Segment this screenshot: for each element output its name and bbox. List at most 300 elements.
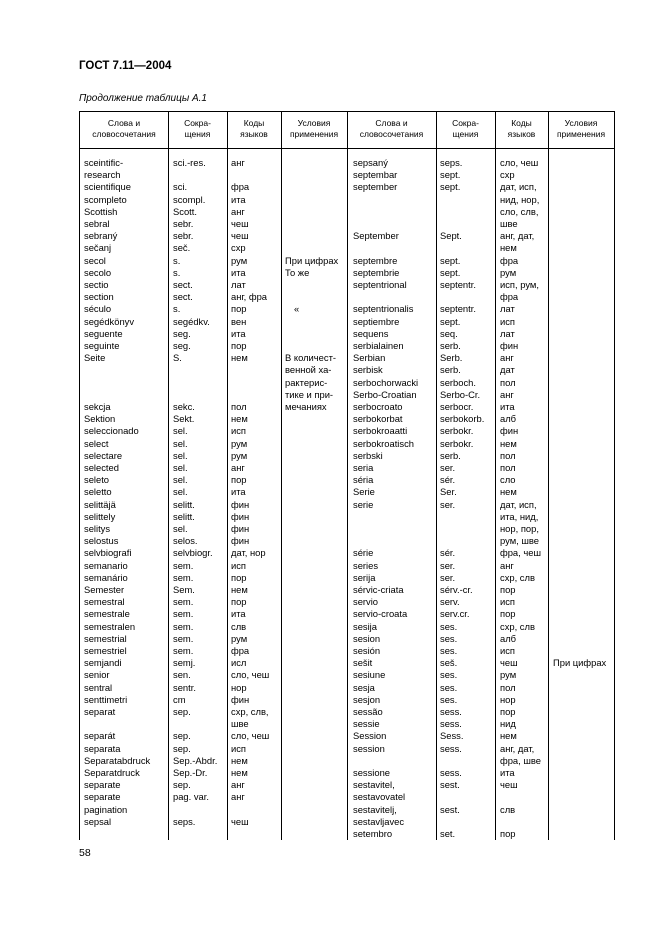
abbreviation-cell: s. — [173, 254, 181, 266]
abbreviation-cell: seq. — [440, 327, 458, 339]
word-cell: septentrional — [353, 279, 407, 290]
word-cell: pagination — [84, 803, 128, 815]
language-code-cell: нем — [500, 242, 517, 254]
language-code-cell: шве — [231, 718, 249, 730]
word-cell: selvbiografi — [84, 547, 132, 559]
abbreviation-cell: sebr. — [173, 218, 194, 229]
condition-cell: мечаниях — [285, 401, 327, 412]
language-code-cell: ита — [500, 401, 515, 412]
abbreviation-cell: ses. — [440, 669, 458, 681]
word-cell: separat — [84, 706, 116, 717]
word-cell: sešit — [353, 657, 373, 669]
word-cell: sekcja — [84, 401, 111, 412]
abbreviation-cell: segédkv. — [173, 315, 210, 327]
word-cell: sesija — [353, 620, 377, 632]
abbreviation-cell: sept. — [440, 266, 461, 278]
language-code-cell: чеш — [231, 815, 249, 827]
word-cell: serbisk — [353, 364, 383, 376]
word-cell: seleto — [84, 474, 110, 486]
word-cell: semjandi — [84, 657, 122, 669]
language-code-cell: фра, шве — [500, 754, 541, 766]
abbreviation-cell: seg. — [173, 340, 191, 351]
abbreviation-cell: Sep.-Abdr. — [173, 754, 218, 766]
language-code-cell: фра — [500, 254, 519, 266]
language-code-cell: фин — [500, 425, 519, 437]
word-cell: Serie — [353, 486, 375, 498]
table-caption: Продолжение таблицы А.1 — [79, 93, 207, 104]
word-cell: seletto — [84, 486, 112, 498]
abbreviation-cell: sel. — [173, 462, 188, 473]
abbreviation-cell: Scott. — [173, 205, 197, 217]
word-cell: separát — [84, 730, 116, 742]
language-code-cell: рум — [231, 437, 248, 449]
word-cell: sepsaný — [353, 157, 388, 168]
abbreviation-cell: septentr. — [440, 303, 476, 315]
abbreviation-cell: Sekt. — [173, 413, 195, 425]
language-code-cell: схр, слв, — [231, 706, 269, 717]
word-cell: sesion — [353, 632, 381, 644]
abbreviation-cell: serb. — [440, 364, 461, 376]
abbreviation-cell: ses. — [440, 693, 458, 705]
language-code-cell: нид, нор, — [500, 193, 540, 205]
word-cell: septembre — [353, 254, 398, 266]
abbreviation-cell: selos. — [173, 535, 198, 547]
language-code-cell: сло, слв, — [500, 205, 539, 217]
word-cell: separata — [84, 742, 121, 754]
abbreviation-cell: ses. — [440, 645, 458, 656]
header-codes-right: Коды языков — [507, 118, 536, 139]
language-code-cell: анг, фра — [231, 291, 268, 303]
word-cell: semanario — [84, 559, 128, 571]
abbreviation-cell: sekc. — [173, 401, 195, 412]
abbreviation-cell: Sess. — [440, 730, 464, 742]
language-code-cell: исп — [231, 425, 247, 437]
word-cell: série — [353, 547, 374, 559]
abbreviation-cell: seš. — [440, 657, 458, 669]
language-code-cell: ита — [231, 608, 246, 620]
abbreviations-table — [79, 111, 615, 840]
word-cell: serbochorwacki — [353, 376, 419, 388]
language-code-cell: пол — [500, 449, 516, 461]
word-cell: sepsal — [84, 815, 112, 827]
language-code-cell: пор — [231, 474, 247, 486]
document-title: ГОСТ 7.11—2004 — [79, 60, 172, 72]
abbreviation-cell: sérv.-cr. — [440, 584, 473, 595]
abbreviation-cell: ses. — [440, 681, 458, 693]
abbreviation-cell: selvbiogr. — [173, 547, 213, 559]
abbreviation-cell: sér. — [440, 474, 456, 486]
abbreviation-cell: sep. — [173, 742, 191, 754]
language-code-cell: дат, исп, — [500, 181, 537, 193]
language-code-cell: анг — [500, 352, 514, 364]
word-cell: Seite — [84, 352, 106, 364]
language-code-cell: нем — [500, 486, 517, 498]
language-code-cell: анг, дат, — [500, 230, 535, 242]
word-cell: seleccionado — [84, 425, 139, 437]
abbreviation-cell: sect. — [173, 279, 193, 290]
abbreviation-cell: sci.-res. — [173, 157, 206, 168]
abbreviation-cell: serbokorb. — [440, 413, 485, 425]
word-cell: research — [84, 169, 121, 181]
language-code-cell: дат, нор — [231, 547, 266, 559]
abbreviation-cell: sem. — [173, 632, 194, 644]
language-code-cell: анг — [500, 388, 514, 400]
abbreviation-cell: sess. — [440, 767, 462, 778]
word-cell: sesión — [353, 645, 381, 656]
word-cell: sentral — [84, 681, 113, 693]
language-code-cell: исл — [231, 657, 247, 669]
abbreviation-cell: sentr. — [173, 681, 196, 693]
abbreviation-cell: semj. — [173, 657, 196, 669]
word-cell: semestrial — [84, 632, 127, 644]
word-cell: senttimetri — [84, 693, 128, 705]
abbreviation-cell: seps. — [173, 815, 196, 827]
word-cell: serbokroatisch — [353, 437, 414, 449]
word-cell: selittely — [84, 510, 116, 522]
language-code-cell: исп — [500, 596, 516, 608]
language-code-cell: сло, чеш — [231, 669, 270, 681]
word-cell: serbocroato — [353, 401, 403, 412]
word-cell: Separatdruck — [84, 767, 140, 778]
abbreviation-cell: sel. — [173, 486, 188, 498]
word-cell: sesjon — [353, 693, 381, 705]
language-code-cell: алб — [500, 632, 517, 644]
language-code-cell: схр, слв — [500, 571, 535, 583]
language-code-cell: ита — [231, 486, 246, 498]
abbreviation-cell: serv. — [440, 596, 460, 608]
language-code-cell: нем — [231, 584, 248, 595]
word-cell: selected — [84, 462, 119, 473]
abbreviation-cell: sept. — [440, 169, 461, 181]
language-code-cell: пол — [500, 681, 516, 693]
language-code-cell: пол — [231, 401, 247, 412]
word-cell: senior — [84, 669, 110, 681]
language-code-cell: чеш — [500, 657, 518, 669]
header-abbr-right: Сокра- щения — [452, 118, 479, 139]
word-cell: sesiune — [353, 669, 386, 681]
word-cell: september — [353, 181, 398, 193]
word-cell: separate — [84, 779, 121, 791]
language-code-cell: анг — [231, 779, 245, 791]
abbreviation-cell: sess. — [440, 718, 462, 730]
abbreviation-cell: set. — [440, 828, 456, 839]
word-cell: sesja — [353, 681, 375, 693]
header-codes-left: Коды языков — [240, 118, 268, 139]
language-code-cell: пор — [500, 584, 516, 595]
abbreviation-cell: seps. — [440, 157, 463, 168]
word-cell: Serbian — [353, 352, 386, 364]
word-cell: select — [84, 437, 109, 449]
language-code-cell: нор — [500, 693, 516, 705]
abbreviation-cell: sess. — [440, 706, 462, 717]
word-cell: serbski — [353, 449, 383, 461]
abbreviation-cell: sel. — [173, 437, 188, 449]
language-code-cell: сло, чеш — [500, 157, 539, 168]
column-divider — [168, 112, 169, 840]
language-code-cell: нор — [231, 681, 247, 693]
language-code-cell: пор — [231, 571, 247, 583]
abbreviation-cell: sem. — [173, 608, 194, 620]
abbreviation-cell: scompl. — [173, 193, 206, 205]
word-cell: selitys — [84, 523, 111, 534]
abbreviation-cell: sept. — [440, 315, 461, 327]
language-code-cell: ита — [231, 266, 246, 278]
word-cell: setembro — [353, 828, 393, 839]
language-code-cell: алб — [500, 413, 517, 425]
word-cell: sebral — [84, 218, 110, 229]
condition-cell: венной ха- — [285, 364, 332, 376]
word-cell: separate — [84, 791, 121, 803]
abbreviation-cell: Sem. — [173, 584, 195, 595]
language-code-cell: фин — [231, 498, 250, 510]
page-number: 58 — [79, 847, 91, 859]
language-code-cell: ита, нид, — [500, 510, 539, 522]
language-code-cell: фин — [231, 693, 250, 705]
abbreviation-cell: serbokr. — [440, 425, 474, 437]
abbreviation-cell: cm — [173, 693, 186, 705]
abbreviation-cell: sel. — [173, 523, 188, 534]
abbreviation-cell: sel. — [173, 425, 188, 437]
language-code-cell: пол — [500, 376, 516, 388]
abbreviation-cell: pag. var. — [173, 791, 209, 803]
abbreviation-cell: ser. — [440, 462, 456, 473]
abbreviation-cell: serv.cr. — [440, 608, 470, 620]
word-cell: September — [353, 230, 399, 242]
header-abbr-left: Сокра- щения — [184, 118, 211, 139]
language-code-cell: нем — [231, 352, 248, 364]
language-code-cell: ита — [500, 767, 515, 778]
word-cell: sestavitel, — [353, 779, 395, 791]
abbreviation-cell: sept. — [440, 181, 461, 193]
word-cell: século — [84, 303, 112, 315]
abbreviation-cell: sér. — [440, 547, 456, 559]
language-code-cell: чеш — [231, 230, 249, 242]
word-cell: Semester — [84, 584, 125, 595]
word-cell: segédkönyv — [84, 315, 135, 327]
condition-cell: рактерис- — [285, 376, 328, 388]
word-cell: semanário — [84, 571, 128, 583]
word-cell: selostus — [84, 535, 119, 547]
abbreviation-cell: serbokr. — [440, 437, 474, 449]
language-code-cell: сло — [500, 474, 516, 486]
language-code-cell: нем — [231, 413, 248, 425]
language-code-cell: пор — [500, 706, 516, 717]
word-cell: serie — [353, 498, 374, 510]
abbreviation-cell: Sep.-Dr. — [173, 767, 208, 778]
word-cell: sequens — [353, 327, 389, 339]
abbreviation-cell: ses. — [440, 632, 458, 644]
language-code-cell: исп — [231, 559, 247, 571]
word-cell: serija — [353, 571, 376, 583]
language-code-cell: чеш — [231, 218, 249, 229]
language-code-cell: фра — [231, 645, 250, 656]
word-cell: sestavljavec — [353, 815, 405, 827]
word-cell: session — [353, 742, 385, 754]
language-code-cell: фра — [231, 181, 250, 193]
abbreviation-cell: sel. — [173, 449, 188, 461]
word-cell: secolo — [84, 266, 112, 278]
abbreviation-cell: sect. — [173, 291, 193, 303]
language-code-cell: исп — [500, 315, 516, 327]
language-code-cell: нем — [500, 437, 517, 449]
condition-cell: тике и при- — [285, 388, 334, 400]
abbreviation-cell: sem. — [173, 596, 194, 608]
language-code-cell: рум, шве — [500, 535, 539, 547]
abbreviation-cell: sest. — [440, 779, 460, 791]
language-code-cell: схр — [500, 169, 515, 181]
word-cell: septentrionalis — [353, 303, 414, 315]
language-code-cell: слв — [500, 803, 516, 815]
word-cell: servio-croata — [353, 608, 408, 620]
language-code-cell: пор — [231, 596, 247, 608]
word-cell: serbokorbat — [353, 413, 403, 425]
abbreviation-cell: serbocr. — [440, 401, 474, 412]
column-divider — [548, 112, 549, 840]
condition-cell: В количест- — [285, 352, 336, 364]
language-code-cell: анг, дат, — [500, 742, 535, 754]
language-code-cell: пол — [500, 462, 516, 473]
language-code-cell: фин — [231, 510, 250, 522]
language-code-cell: ита — [231, 193, 246, 205]
abbreviation-cell: seč. — [173, 242, 191, 254]
abbreviation-cell: ses. — [440, 620, 458, 632]
word-cell: septembar — [353, 169, 398, 181]
language-code-cell: нем — [231, 754, 248, 766]
language-code-cell: дат, исп, — [500, 498, 537, 510]
abbreviation-cell: sess. — [440, 742, 462, 754]
language-code-cell: рум — [231, 449, 248, 461]
abbreviation-cell: ser. — [440, 498, 456, 510]
language-code-cell: рум — [231, 632, 248, 644]
word-cell: sectio — [84, 279, 109, 290]
language-code-cell: исп — [231, 742, 247, 754]
header-words-left: Слова и словосочетания — [92, 118, 156, 139]
abbreviation-cell: sem. — [173, 645, 194, 656]
language-code-cell: фра — [500, 291, 519, 303]
word-cell: sérvic-criata — [353, 584, 404, 595]
column-divider — [436, 112, 437, 840]
header-cond-left: Условия применения — [289, 118, 339, 139]
abbreviation-cell: sem. — [173, 559, 194, 571]
language-code-cell: анг — [231, 462, 245, 473]
language-code-cell: схр, слв — [500, 620, 535, 632]
abbreviation-cell: ser. — [440, 559, 456, 571]
abbreviation-cell: sebr. — [173, 230, 194, 242]
language-code-cell: слв — [231, 620, 247, 632]
language-code-cell: фин — [231, 535, 250, 547]
word-cell: semestral — [84, 596, 125, 608]
word-cell: Session — [353, 730, 387, 742]
abbreviation-cell: septentr. — [440, 279, 476, 290]
abbreviation-cell: selitt. — [173, 510, 195, 522]
column-divider — [495, 112, 496, 840]
word-cell: Serbo-Croatian — [353, 388, 417, 400]
language-code-cell: пор — [231, 303, 247, 315]
language-code-cell: нор, пор, — [500, 523, 539, 534]
abbreviation-cell: sem. — [173, 620, 194, 632]
word-cell: septiembre — [353, 315, 400, 327]
word-cell: series — [353, 559, 379, 571]
column-divider — [281, 112, 282, 840]
abbreviation-cell: selitt. — [173, 498, 195, 510]
language-code-cell: рум — [500, 266, 517, 278]
language-code-cell: нид — [500, 718, 516, 730]
abbreviation-cell: Ser. — [440, 486, 457, 498]
condition-cell: При цифрах — [553, 657, 607, 669]
word-cell: selittäjä — [84, 498, 116, 510]
abbreviation-cell: serb. — [440, 340, 461, 351]
language-code-cell: дат — [500, 364, 515, 376]
column-divider — [347, 112, 348, 840]
abbreviation-cell: sep. — [173, 730, 191, 742]
word-cell: seguinte — [84, 340, 120, 351]
word-cell: sestavovatel — [353, 791, 406, 803]
abbreviation-cell: serb. — [440, 449, 461, 461]
language-code-cell: пор — [231, 340, 247, 351]
word-cell: sebraný — [84, 230, 118, 242]
abbreviation-cell: sen. — [173, 669, 191, 681]
language-code-cell: исп — [500, 645, 516, 656]
abbreviation-cell: Sept. — [440, 230, 462, 242]
word-cell: septembrie — [353, 266, 400, 278]
abbreviation-cell: serboch. — [440, 376, 476, 388]
abbreviation-cell: sci. — [173, 181, 188, 193]
language-code-cell: схр — [231, 242, 246, 254]
abbreviation-cell: seg. — [173, 327, 191, 339]
language-code-cell: анг — [231, 157, 245, 168]
abbreviation-cell: s. — [173, 303, 181, 315]
header-words-right: Слова и словосочетания — [359, 118, 424, 139]
abbreviation-cell: sel. — [173, 474, 188, 486]
language-code-cell: лат — [231, 279, 246, 290]
language-code-cell: рум — [500, 669, 517, 681]
word-cell: semestralen — [84, 620, 136, 632]
word-cell: serbokroaatti — [353, 425, 408, 437]
word-cell: séria — [353, 474, 374, 486]
abbreviation-cell: s. — [173, 266, 181, 278]
language-code-cell: сло, чеш — [231, 730, 270, 742]
word-cell: seguente — [84, 327, 123, 339]
abbreviation-cell: Serb. — [440, 352, 463, 364]
condition-cell: « — [294, 303, 300, 315]
condition-cell: То же — [285, 266, 310, 278]
language-code-cell: лат — [500, 303, 515, 315]
word-cell: Sektion — [84, 413, 116, 425]
language-code-cell: пор — [500, 828, 516, 839]
abbreviation-cell: S. — [173, 352, 182, 364]
word-cell: sessão — [353, 706, 383, 717]
language-code-cell: лат — [500, 327, 515, 339]
language-code-cell: шве — [500, 218, 518, 229]
language-code-cell: фра, чеш — [500, 547, 541, 559]
abbreviation-cell: sem. — [173, 571, 194, 583]
abbreviation-cell: sept. — [440, 254, 461, 266]
language-code-cell: нем — [231, 767, 248, 778]
word-cell: scompleto — [84, 193, 127, 205]
column-divider — [227, 112, 228, 840]
abbreviation-cell: Serbo-Cr. — [440, 388, 481, 400]
language-code-cell: анг — [231, 791, 245, 803]
language-code-cell: нем — [500, 730, 517, 742]
word-cell: scientifique — [84, 181, 131, 193]
abbreviation-cell: ser. — [440, 571, 456, 583]
language-code-cell: вен — [231, 315, 247, 327]
word-cell: servio — [353, 596, 379, 608]
abbreviation-cell: sep. — [173, 779, 191, 791]
language-code-cell: рум — [231, 254, 248, 266]
word-cell: sečanj — [84, 242, 112, 254]
word-cell: sestavitelj, — [353, 803, 397, 815]
